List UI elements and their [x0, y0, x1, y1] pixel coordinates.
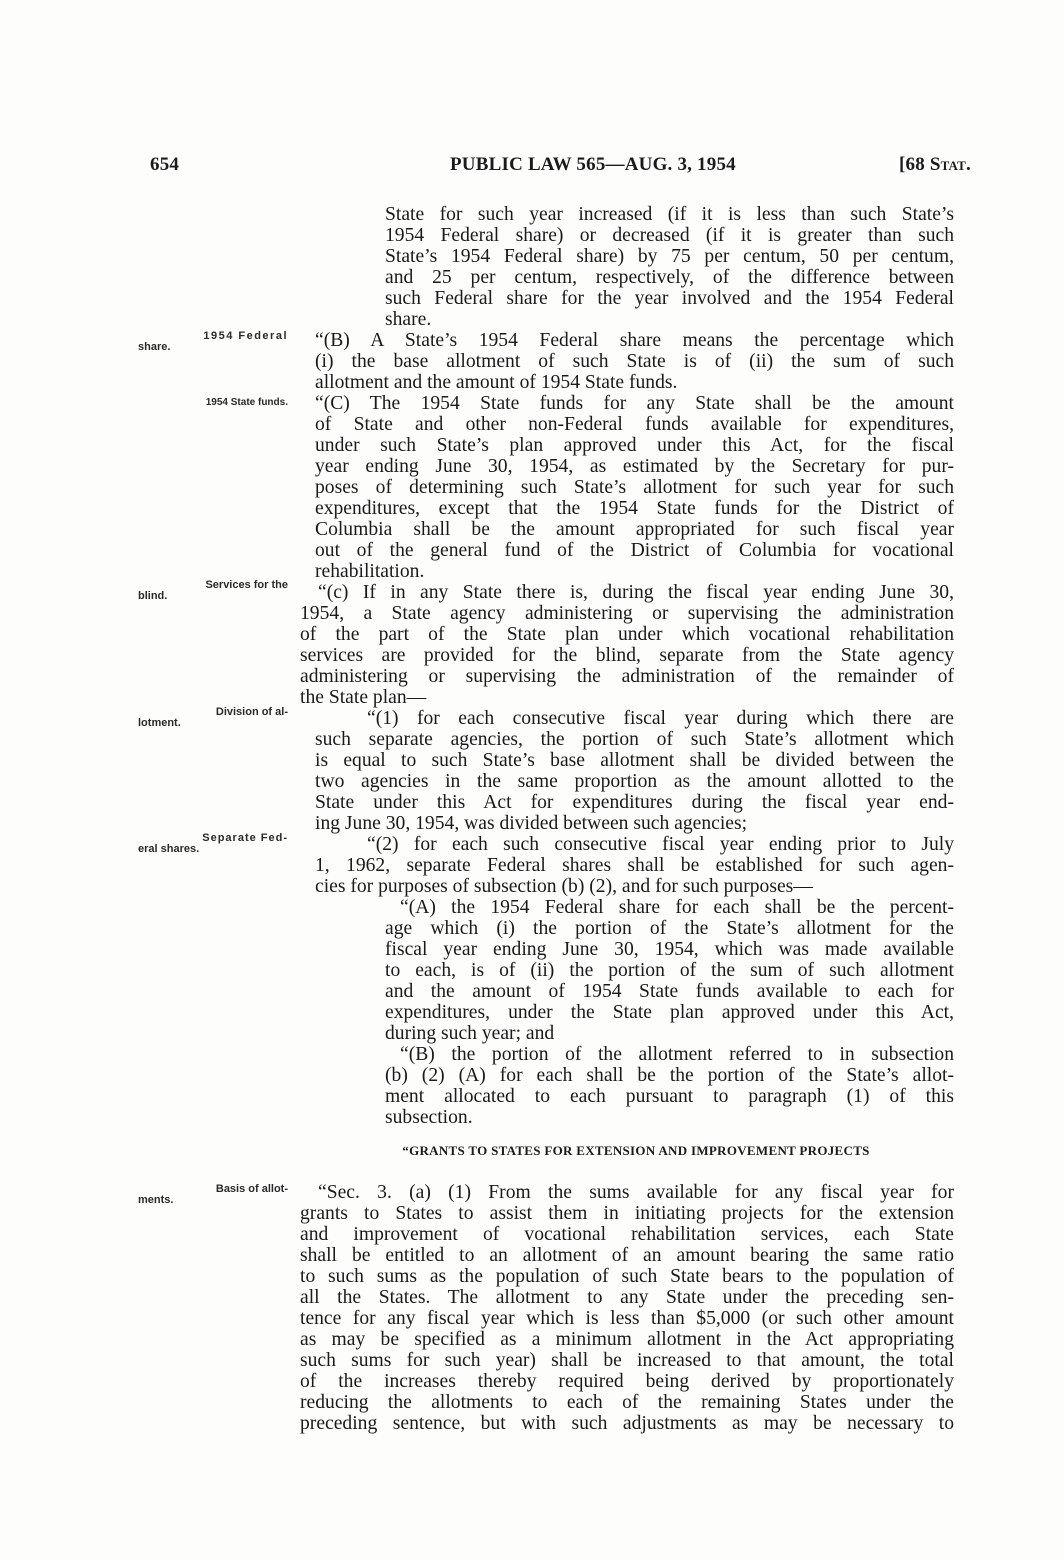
- text-line: expenditures, except that the 1954 State funds for the District of: [315, 498, 954, 519]
- text-line: such Federal share for the year involved and the 1954 Federal: [385, 288, 954, 309]
- text-line: (i) the base allotment of such State is of (ii) the sum of such: [315, 351, 954, 372]
- text-line: during such year; and: [385, 1023, 555, 1044]
- text-line: under such State’s plan approved under this Act, for the fiscal: [315, 435, 954, 456]
- text-line: out of the general fund of the District of Columbia for vocational: [315, 540, 954, 561]
- text-line: administering or supervising the administration of the remainder of: [300, 666, 954, 687]
- text-line: such separate agencies, the portion of such State’s allotment which: [315, 729, 954, 750]
- text-line: “Sec. 3. (a) (1) From the sums available for any fiscal year for: [318, 1182, 954, 1203]
- text-line: year ending June 30, 1954, as estimated by the Secretary for pur-: [315, 456, 954, 477]
- text-line: 1954 Federal share) or decreased (if it is greater than such: [385, 225, 954, 246]
- text-line: 1, 1962, separate Federal shares shall be established for such agen-: [315, 855, 954, 876]
- text-line: Columbia shall be the amount appropriated for such fiscal year: [315, 519, 954, 540]
- text-line: two agencies in the same proportion as the amount allotted to the: [315, 771, 954, 792]
- text-line: preceding sentence, but with such adjustments as may be necessary to: [300, 1413, 954, 1434]
- text-line: tence for any fiscal year which is less than $5,000 (or such other amount: [300, 1308, 954, 1329]
- text-line: of State and other non-Federal funds available for expenditures,: [315, 414, 954, 435]
- text-line: cies for purposes of subsection (b) (2), and for such purposes—: [315, 876, 813, 897]
- page-number: 654: [150, 154, 180, 175]
- text-line: “(C) The 1954 State funds for any State shall be the amount: [315, 393, 954, 414]
- section-heading: “GRANTS TO STATES FOR EXTENSION AND IMPROVEMENT PROJECTS: [402, 1143, 870, 1158]
- margin-note-division-of-allotment: Division of al- lotment.: [138, 706, 288, 729]
- text-line: is equal to such State’s base allotment shall be divided between the: [315, 750, 954, 771]
- text-line: “(c) If in any State there is, during the fiscal year ending June 30,: [318, 582, 954, 603]
- text-line: State under this Act for expenditures during the fiscal year end-: [315, 792, 954, 813]
- text-line: of the increases thereby required being derived by proportionately: [300, 1371, 954, 1392]
- text-line: State for such year increased (if it is less than such State’s: [385, 204, 954, 225]
- statute-reference: [68 Stat.: [899, 154, 971, 175]
- text-line: to such sums as the population of such State bears to the population of: [300, 1266, 954, 1287]
- text-line: “(1) for each consecutive fiscal year during which there are: [367, 708, 954, 729]
- text-line: and the amount of 1954 State funds available to each for: [385, 981, 954, 1002]
- text-line: rehabilitation.: [315, 561, 425, 582]
- text-line: such sums for such year) shall be increased to that amount, the total: [300, 1350, 954, 1371]
- text-line: services are provided for the blind, separate from the State agency: [300, 645, 954, 666]
- margin-note-1954-federal-share: 1954 Federal share.: [138, 330, 288, 353]
- text-line: of the part of the State plan under which vocational rehabilitation: [300, 624, 954, 645]
- margin-note-services-for-blind: Services for the blind.: [138, 579, 288, 602]
- text-line: fiscal year ending June 30, 1954, which was made available: [385, 939, 954, 960]
- text-line: ment allocated to each pursuant to paragraph (1) of this: [385, 1086, 954, 1107]
- text-line: shall be entitled to an allotment of an amount bearing the same ratio: [300, 1245, 954, 1266]
- text-line: “(B) the portion of the allotment referred to in subsection: [400, 1044, 954, 1065]
- text-line: State’s 1954 Federal share) by 75 per centum, 50 per centum,: [385, 246, 954, 267]
- text-line: reducing the allotments to each of the remaining States under the: [300, 1392, 954, 1413]
- text-line: “(A) the 1954 Federal share for each shall be the percent-: [400, 897, 954, 918]
- text-line: 1954, a State agency administering or supervising the administration: [300, 603, 954, 624]
- margin-note-basis-of-allotments: Basis of allot- ments.: [138, 1183, 288, 1206]
- margin-note-separate-federal-shares: Separate Fed- eral shares.: [138, 832, 288, 855]
- text-line: expenditures, under the State plan approved under this Act,: [385, 1002, 954, 1023]
- text-line: poses of determining such State’s allotment for such year for such: [315, 477, 954, 498]
- text-line: (b) (2) (A) for each shall be the portion of the State’s allot-: [385, 1065, 954, 1086]
- text-line: the State plan—: [300, 687, 427, 708]
- text-line: share.: [385, 309, 432, 330]
- text-line: ing June 30, 1954, was divided between such agencies;: [315, 813, 748, 834]
- text-line: “(B) A State’s 1954 Federal share means the percentage which: [315, 330, 954, 351]
- text-line: subsection.: [385, 1107, 473, 1128]
- text-line: all the States. The allotment to any State under the preceding sen-: [300, 1287, 954, 1308]
- text-line: to each, is of (ii) the portion of the sum of such allotment: [385, 960, 954, 981]
- text-line: allotment and the amount of 1954 State funds.: [315, 372, 678, 393]
- text-line: age which (i) the portion of the State’s allotment for the: [385, 918, 954, 939]
- text-line: and 25 per centum, respectively, of the difference between: [385, 267, 954, 288]
- text-line: “(2) for each such consecutive fiscal year ending prior to July: [367, 834, 954, 855]
- margin-note-1954-state-funds: 1954 State funds.: [205, 397, 288, 408]
- text-line: grants to States to assist them in initiating projects for the extension: [300, 1203, 954, 1224]
- text-line: and improvement of vocational rehabilitation services, each State: [300, 1224, 954, 1245]
- running-title: PUBLIC LAW 565—AUG. 3, 1954: [450, 154, 736, 175]
- text-line: as may be specified as a minimum allotment in the Act appropriating: [300, 1329, 954, 1350]
